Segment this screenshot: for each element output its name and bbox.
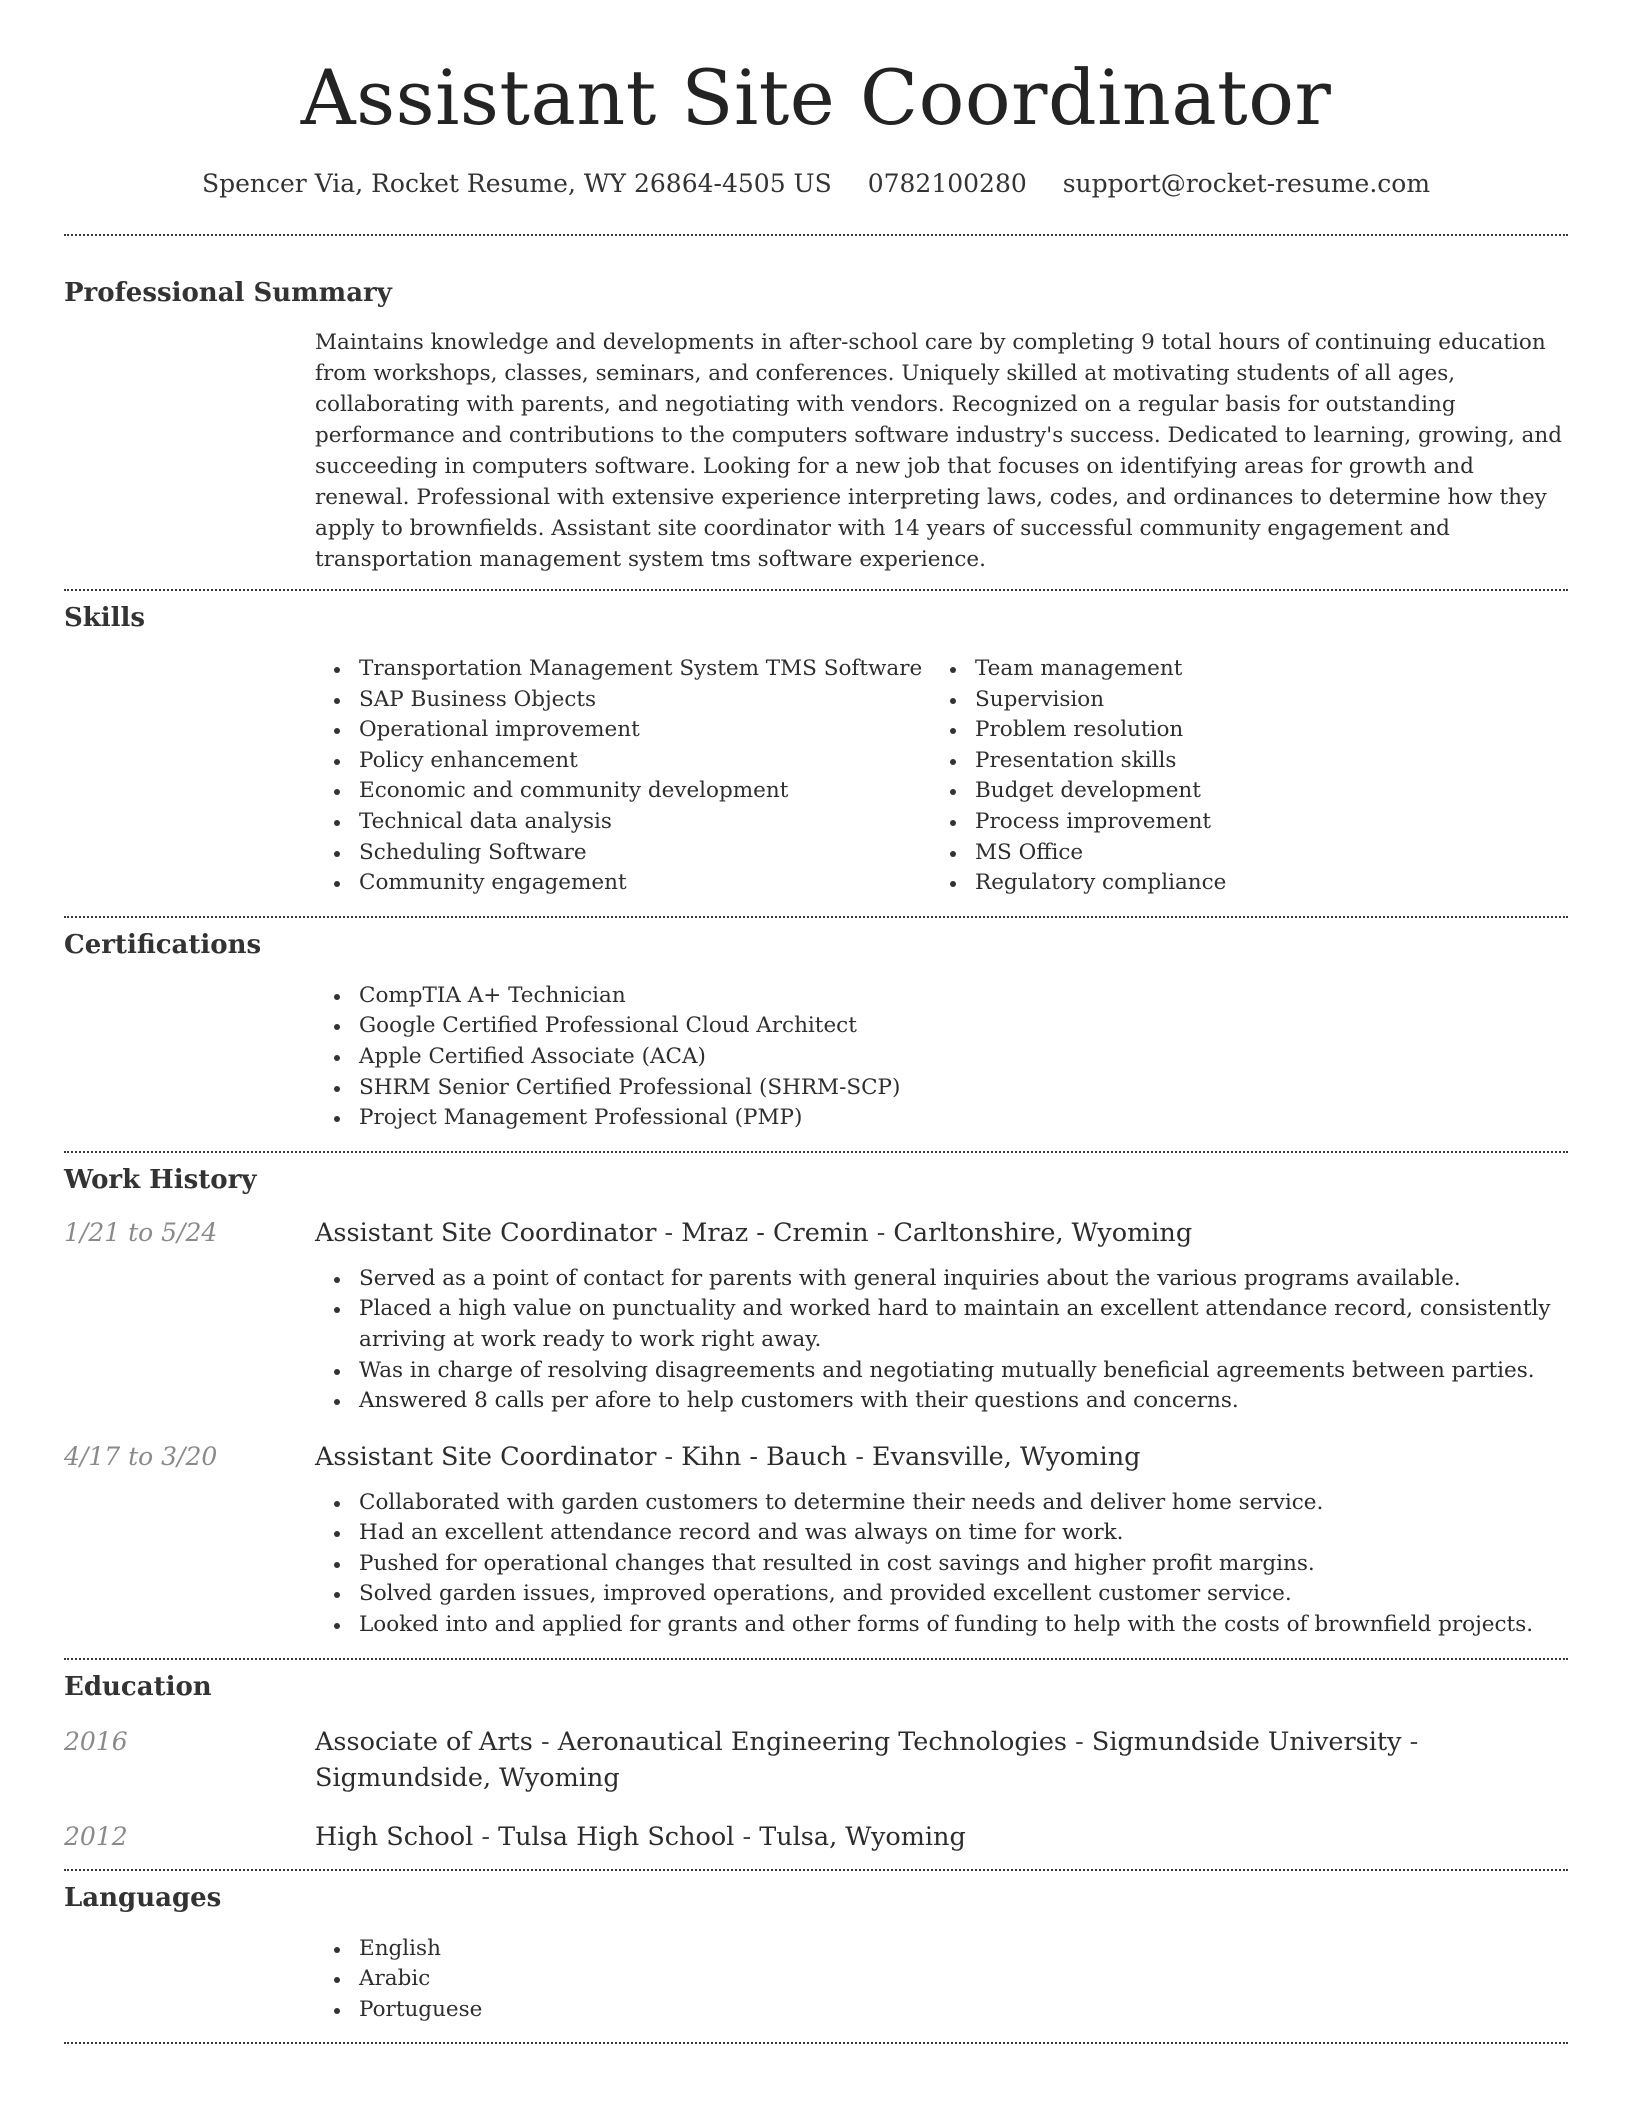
job-heading: Assistant Site Coordinator - Kihn - Bauch - Evansville, Wyoming (315, 1441, 1141, 1472)
skill-item: MS Office (975, 838, 1547, 869)
skill-item: Operational improvement (359, 715, 931, 746)
language-item: Arabic (359, 1964, 1568, 1995)
skill-item: Presentation skills (975, 746, 1547, 777)
language-item: Portuguese (359, 1995, 1568, 2026)
contact-address: Spencer Via, Rocket Resume, WY 26864-4505 US (201, 169, 832, 198)
skill-item: Regulatory compliance (975, 868, 1547, 899)
job-title: Assistant Site Coordinator (315, 1217, 657, 1248)
languages-list-wrap (315, 1934, 1568, 2026)
education-field: Aeronautical Engineering Technologies (557, 1726, 1068, 1757)
contact-phone: 0782100280 (867, 169, 1027, 198)
job-bullet: Was in charge of resolving disagreements and negotiating mutually beneficial agreements between parties. (359, 1356, 1568, 1387)
contact-email: support@rocket-resume.com (1062, 169, 1431, 198)
skills-column-right (931, 654, 1547, 899)
divider (64, 2042, 1568, 2044)
job-dates: 1/21 to 5/24 (64, 1217, 218, 1247)
education-entry (64, 1724, 1568, 1796)
languages-section (64, 1871, 1568, 2026)
skill-item: Policy enhancement (359, 746, 931, 777)
certification-item: Project Management Professional (PMP) (359, 1103, 1568, 1134)
certifications-section (64, 918, 1568, 1134)
skills-section (64, 591, 1568, 899)
job-entry (64, 1439, 1568, 1641)
job-company: Mraz - Cremin (681, 1217, 869, 1248)
skill-item: Team management (975, 654, 1547, 685)
certifications-list-wrap (315, 981, 1568, 1134)
certification-item: Apple Certified Associate (ACA) (359, 1042, 1568, 1073)
work-heading: Work History (64, 1164, 257, 1195)
skill-item: Supervision (975, 685, 1547, 716)
education-year: 2012 (64, 1821, 128, 1851)
job-dates: 4/17 to 3/20 (64, 1441, 218, 1471)
education-year: 2016 (64, 1726, 128, 1756)
skills-column-left (315, 654, 931, 899)
education-degree: High School (315, 1821, 474, 1852)
job-location: Evansville, Wyoming (872, 1441, 1141, 1472)
job-location: Carltonshire, Wyoming (893, 1217, 1193, 1248)
job-bullet: Looked into and applied for grants and other forms of funding to help with the costs of brownfield projects. (359, 1610, 1568, 1641)
skill-item: Process improvement (975, 807, 1547, 838)
language-item: English (359, 1934, 1568, 1965)
summary-text: Maintains knowledge and developments in after-school care by completing 9 total hours of continuing education from workshops, classes, seminars, and conferences. Uniquely skilled at motivating students of all ages, collaborating with parents, and negotiating with vendors. Recognized on a regular basis for outstanding performance and contributions to the computers software industry's success. Dedicated to learning, growing, and succeeding in computers software. Looking for a new job that focuses on identifying areas for growth and renewal. Professional with extensive experience interpreting laws, codes, and ordinances to determine how they apply to brownfields. Assistant site coordinator with 14 years of successful community engagement and transportation management system tms software experience. (315, 330, 1562, 572)
skill-item: SAP Business Objects (359, 685, 931, 716)
certification-item: SHRM Senior Certified Professional (SHRM-SCP) (359, 1073, 1568, 1104)
education-section (64, 1660, 1568, 1855)
skill-item: Budget development (975, 776, 1547, 807)
certification-item: Google Certified Professional Cloud Architect (359, 1011, 1568, 1042)
education-degree: Associate of Arts (315, 1726, 533, 1757)
resume-page (64, 0, 1568, 2044)
certification-item: CompTIA A+ Technician (359, 981, 1568, 1012)
skill-item: Scheduling Software (359, 838, 931, 869)
education-entry (64, 1819, 1568, 1855)
education-school: Tulsa High School (498, 1821, 735, 1852)
summary-section (64, 236, 1568, 575)
education-heading: Education (64, 1671, 212, 1702)
education-heading-line: High School - Tulsa High School - Tulsa, Wyoming (315, 1821, 966, 1852)
job-bullet: Had an excellent attendance record and was always on time for work. (359, 1518, 1568, 1549)
job-bullet: Pushed for operational changes that resulted in cost savings and higher profit margins. (359, 1549, 1568, 1580)
job-entry (64, 1215, 1568, 1417)
resume-title: Assistant Site Coordinator (300, 53, 1332, 142)
job-bullet: Served as a point of contact for parents with general inquiries about the various programs available. (359, 1264, 1568, 1295)
languages-heading: Languages (64, 1882, 222, 1913)
skill-item: Technical data analysis (359, 807, 931, 838)
job-title: Assistant Site Coordinator (315, 1441, 657, 1472)
skill-item: Transportation Management System TMS Software (359, 654, 931, 685)
skills-grid (315, 654, 1568, 899)
skill-item: Problem resolution (975, 715, 1547, 746)
job-bullet: Collaborated with garden customers to determine their needs and deliver home service. (359, 1488, 1568, 1519)
job-bullet: Placed a high value on punctuality and worked hard to maintain an excellent attendance record, consistently arriving at work ready to work right away. (359, 1294, 1568, 1355)
summary-heading: Professional Summary (64, 278, 392, 308)
education-location: Sigmundside, Wyoming (315, 1762, 620, 1793)
job-bullet: Solved garden issues, improved operations, and provided excellent customer service. (359, 1579, 1568, 1610)
job-heading: Assistant Site Coordinator - Mraz - Cremin - Carltonshire, Wyoming (315, 1217, 1193, 1248)
work-section (64, 1153, 1568, 1641)
education-school: Sigmundside University (1091, 1726, 1402, 1757)
education-heading-line: Associate of Arts - Aeronautical Engineering Technologies - Sigmundside University - Sigmundside, Wyoming (315, 1726, 1419, 1793)
skills-heading: Skills (64, 603, 146, 633)
contact-line (64, 166, 1568, 202)
skill-item: Economic and community development (359, 776, 931, 807)
skill-item: Community engagement (359, 868, 931, 899)
job-bullet: Answered 8 calls per afore to help customers with their questions and concerns. (359, 1386, 1568, 1417)
job-company: Kihn - Bauch (681, 1441, 848, 1472)
certifications-heading: Certifications (64, 929, 262, 960)
education-location: Tulsa, Wyoming (759, 1821, 966, 1852)
